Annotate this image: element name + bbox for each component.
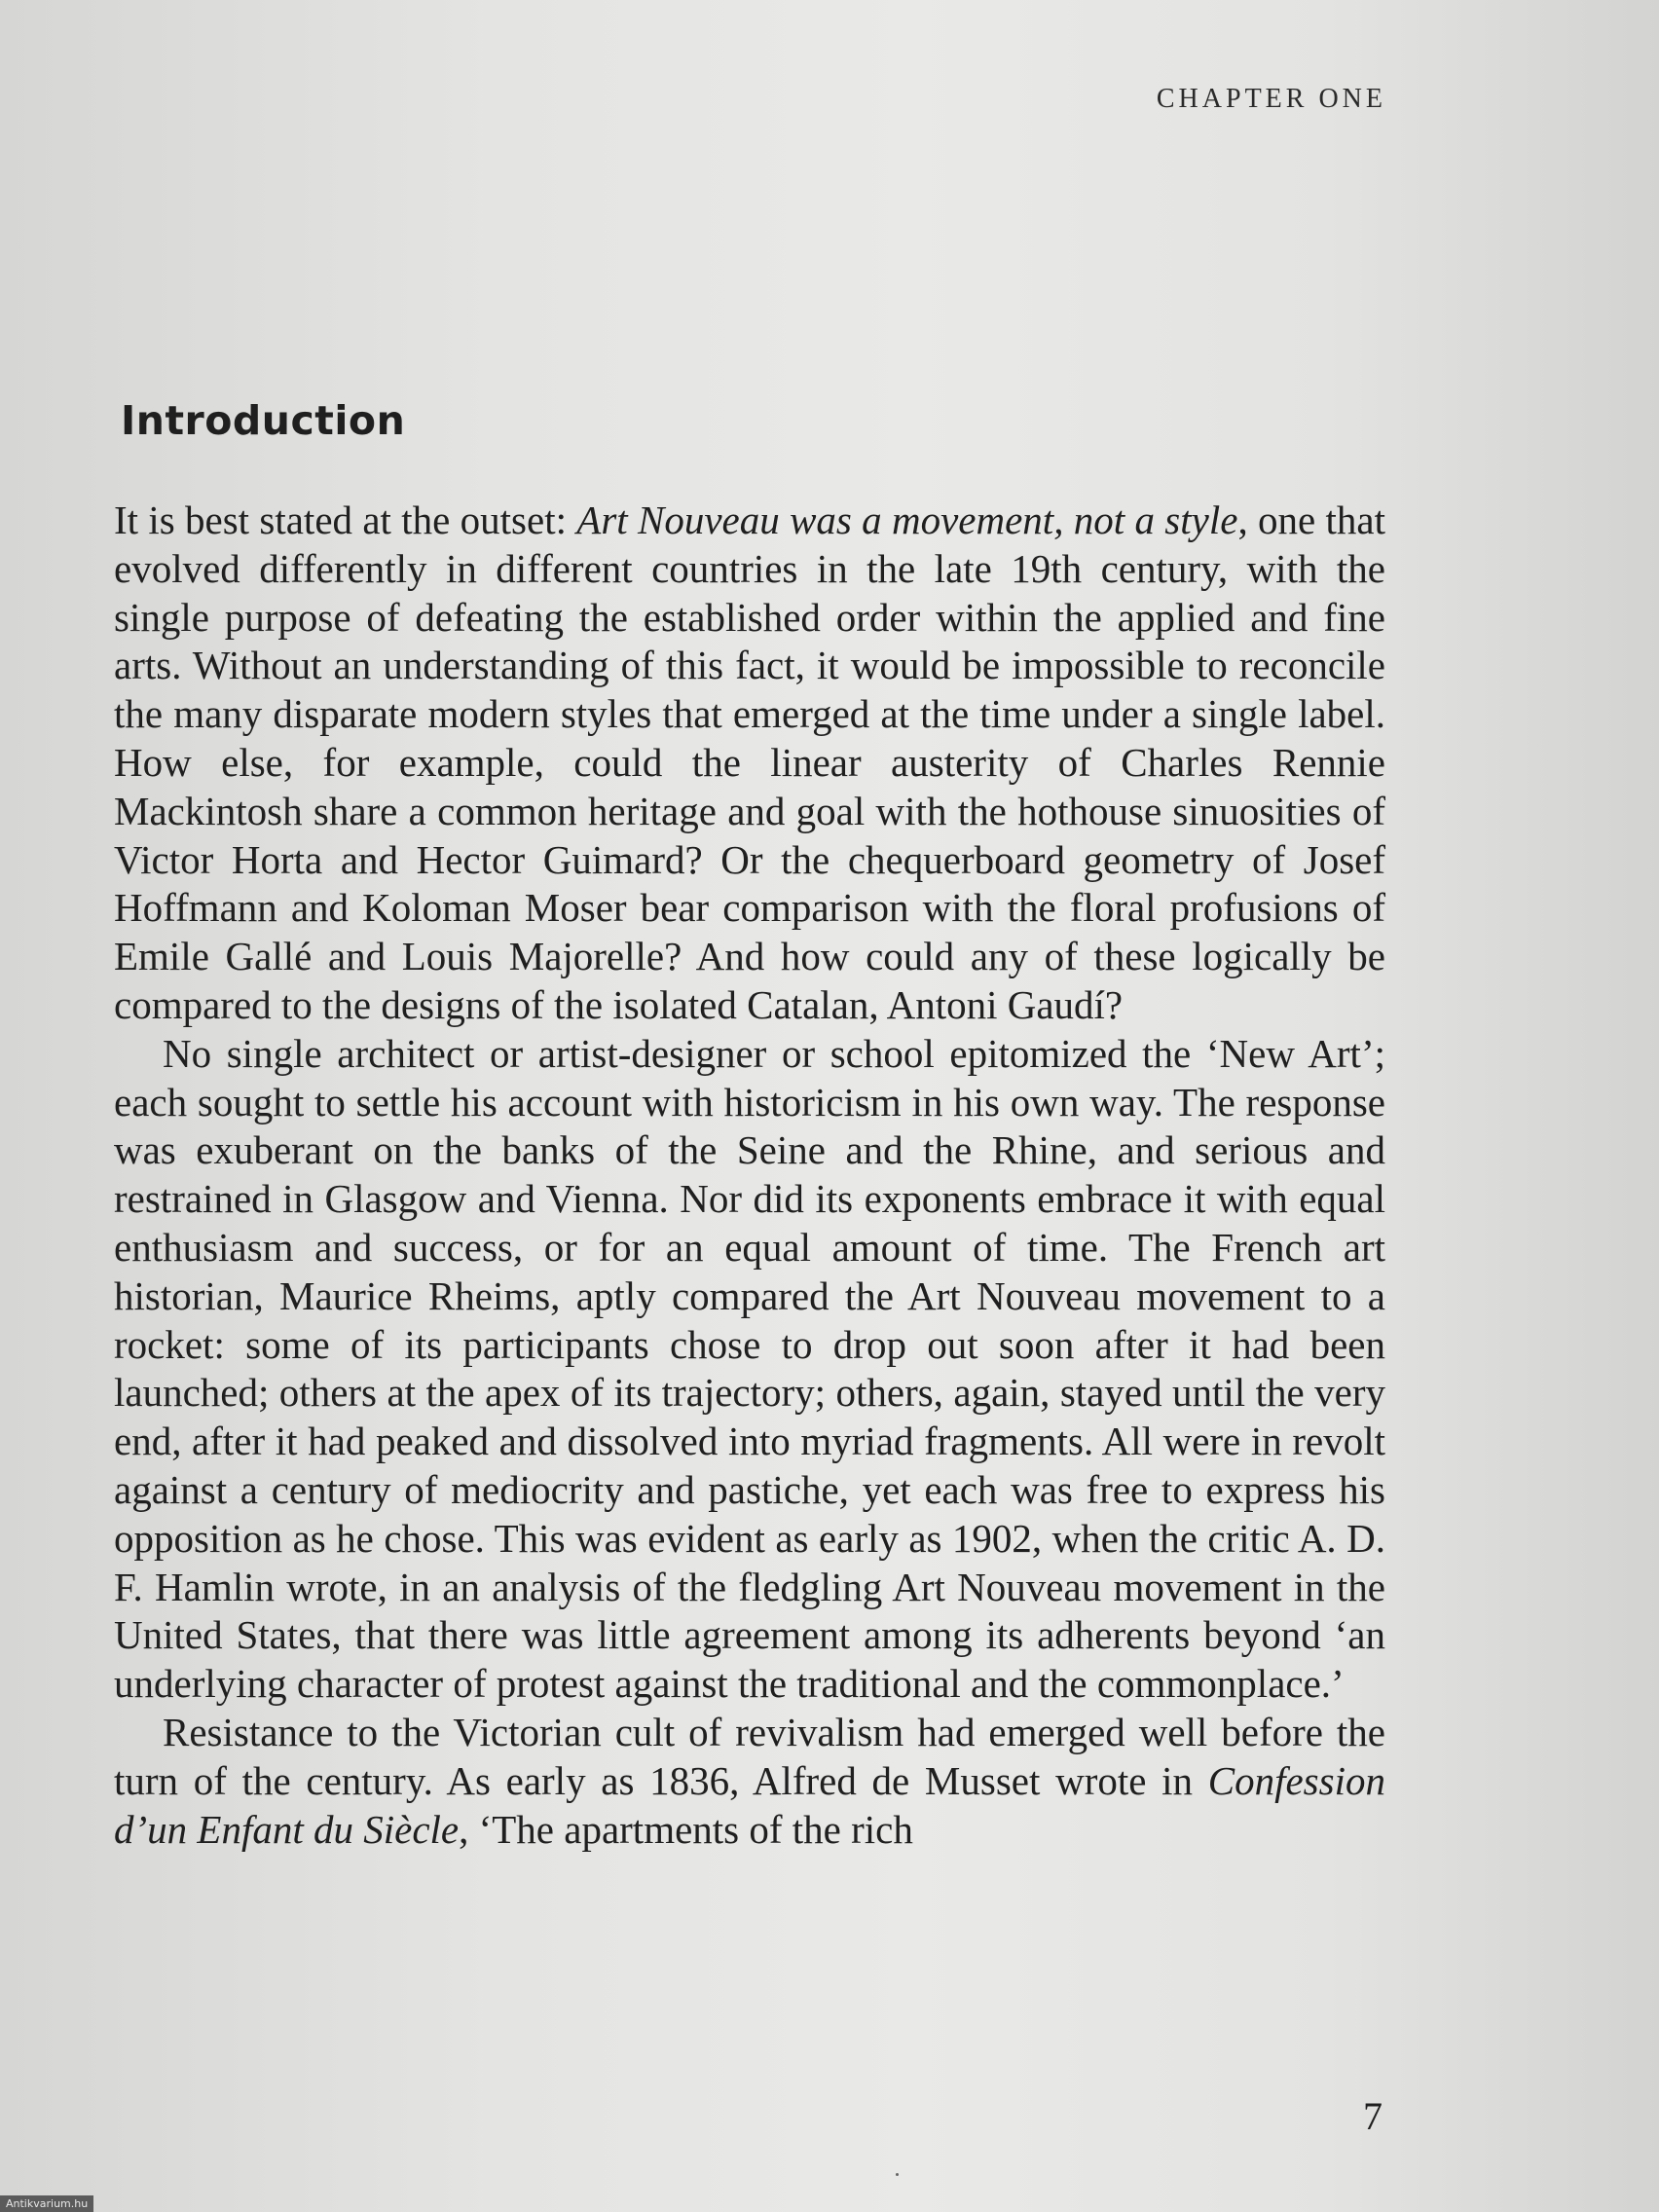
paragraph-3-lead: Resistance to the Victorian cult of revivalism had emerged well before the turn of the century. As early as 1836, Alfred de Musset wrote in xyxy=(114,1709,1385,1803)
watermark: Antikvarium.hu xyxy=(0,2195,93,2212)
paragraph-3 xyxy=(114,1709,1385,1854)
body-text xyxy=(114,497,1385,1854)
page-number: 7 xyxy=(1363,2094,1382,2138)
paragraph-1-emphasis: Art Nouveau was a movement, not a style xyxy=(576,498,1238,542)
paragraph-1-rest: , one that evolved differently in different countries in the late 19th century, with the single purpose of defeating the established order within the applied and fine arts. Without an understanding of this fact, it would be impossible to reconcile the many disparate modern styles that emerged at the time under a single label. How else, for example, could the linear austerity of Charles Rennie Mackintosh share a common heritage and goal with the hothouse sinuosities of Victor Horta and Hector Guimard? Or the chequerboard geometry of Josef Hoffmann and Koloman Moser bear comparison with the floral profusions of Emile Gallé and Louis Majorelle? And how could any of these logically be compared to the designs of the isolated Catalan, Antoni Gaudí? xyxy=(114,498,1385,1027)
paper-speck xyxy=(896,2173,899,2176)
paragraph-1-lead: It is best stated at the outset: xyxy=(114,498,577,542)
paragraph-3-emphasis: Confession d’un Enfant du Siècle xyxy=(114,1757,1385,1852)
paragraph-2: No single architect or artist-designer or school epitomized the ‘New Art’; each sought to settle his account with historicism in his own way. The response was exuberant on the banks of the Seine and the Rhine, and serious and restrained in Glasgow and Vienna. Nor did its exponents embrace it with equal enthusiasm and success, or for an equal amount of time. The French art historian, Maurice Rheims, aptly compared the Art Nouveau movement to a rocket: some of its participants chose to drop out soon after it had been launched; others at the apex of its trajectory; others, again, stayed until the very end, after it had peaked and dissolved into myriad fragments. All were in revolt against a century of mediocrity and pastiche, yet each was free to express his opposition as he chose. This was evident as early as 1902, when the critic A. D. F. Hamlin wrote, in an analysis of the fledgling Art Nouveau movement in the United States, that there was little agreement among its adherents beyond ‘an underlying character of protest against the traditional and the commonplace.’ xyxy=(114,1030,1385,1707)
paragraph-3-rest: , ‘The apartments of the rich xyxy=(459,1806,913,1852)
paragraph-1 xyxy=(114,497,1385,1030)
chapter-label: CHAPTER ONE xyxy=(1156,84,1386,114)
section-title: Introduction xyxy=(121,397,406,444)
